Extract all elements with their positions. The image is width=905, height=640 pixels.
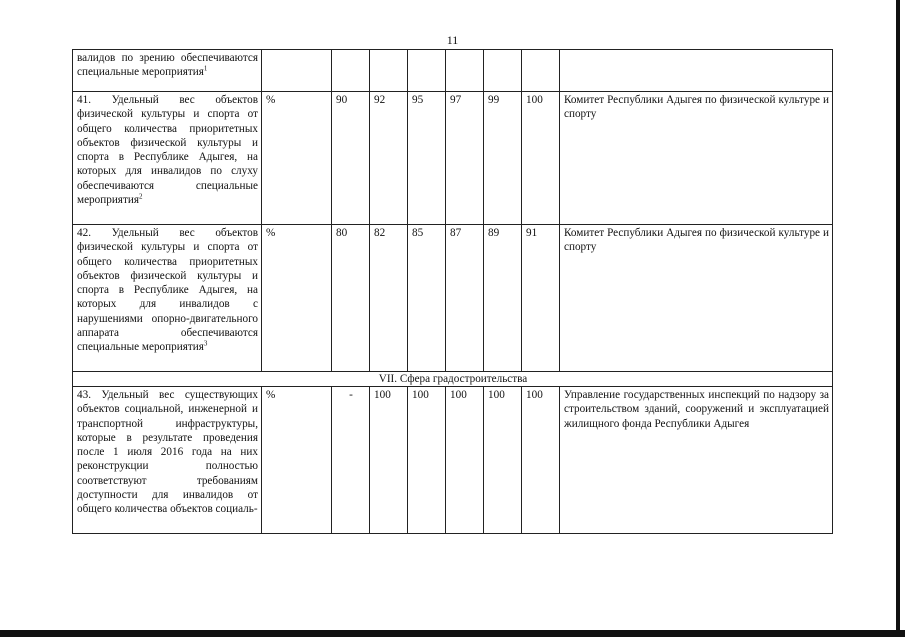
page-number: 11 [446, 33, 459, 47]
unit-cell [262, 50, 332, 92]
indicator-cell: 42. Удельный вес объектов физической культуры и спорта от общего количества приоритетных объектов физической культуры и спорта в Республике Адыгея, на которых для инвалидов с нарушениями опорно-двигательного аппарата обеспечиваются специальные мероприятия$^3$ [73, 225, 262, 372]
value-cell: 100 [408, 387, 446, 534]
table-row [73, 92, 833, 225]
value-cell [446, 50, 484, 92]
indicator-cell: валидов по зрению обеспечиваются специальные мероприятия$^1$ [73, 50, 262, 92]
value-cell: 100 [446, 387, 484, 534]
unit-cell: % [262, 225, 332, 372]
executor-cell [560, 50, 833, 92]
value-cell: 85 [408, 225, 446, 372]
value-cell: 89 [484, 225, 522, 372]
scan-bottom-border [0, 630, 905, 637]
value-cell: 82 [370, 225, 408, 372]
indicators-table [72, 49, 833, 534]
footnote-ref: 1 [203, 64, 208, 73]
executor-cell: Управление государственных инспекций по надзору за строительством зданий, сооружений и эксплуатацией жилищного фонда Республики Адыгея [560, 387, 833, 534]
value-cell [408, 50, 446, 92]
value-cell: 95 [408, 92, 446, 225]
footnote-ref: 3 [203, 339, 208, 348]
value-cell: 100 [522, 387, 560, 534]
value-cell: 87 [446, 225, 484, 372]
value-cell [522, 50, 560, 92]
value-cell: 100 [522, 92, 560, 225]
value-cell [370, 50, 408, 92]
table-row [73, 225, 833, 372]
indicator-cell: 43. Удельный вес существующих объектов социальной, инженерной и транспортной инфраструктуры, которые в результате проведения после 1 июля 2016 года на них реконструкции полностью соответствуют требованиям доступности для инвалидов от общего количества объектов социаль- [73, 387, 262, 534]
section-row [73, 372, 833, 387]
value-cell: 92 [370, 92, 408, 225]
scan-edge-shadow [896, 0, 900, 630]
indicator-cell: 41. Удельный вес объектов физической культуры и спорта от общего количества приоритетных объектов физической культуры и спорта в Республике Адыгея, на которых для инвалидов по слуху обеспечиваются специальные мероприятия$^2$ [73, 92, 262, 225]
value-cell: - [332, 387, 370, 534]
section-heading: VII. Сфера градостроительства [73, 372, 833, 387]
value-cell: 100 [370, 387, 408, 534]
value-cell: 100 [484, 387, 522, 534]
executor-cell: Комитет Республики Адыгея по физической культуре и спорту [560, 225, 833, 372]
table-row [73, 387, 833, 534]
value-cell: 91 [522, 225, 560, 372]
unit-cell: % [262, 387, 332, 534]
footnote-ref: 2 [138, 192, 143, 201]
value-cell [332, 50, 370, 92]
value-cell: 80 [332, 225, 370, 372]
value-cell: 97 [446, 92, 484, 225]
table-row [73, 50, 833, 92]
value-cell: 99 [484, 92, 522, 225]
value-cell [484, 50, 522, 92]
unit-cell: % [262, 92, 332, 225]
executor-cell: Комитет Республики Адыгея по физической культуре и спорту [560, 92, 833, 225]
value-cell: 90 [332, 92, 370, 225]
